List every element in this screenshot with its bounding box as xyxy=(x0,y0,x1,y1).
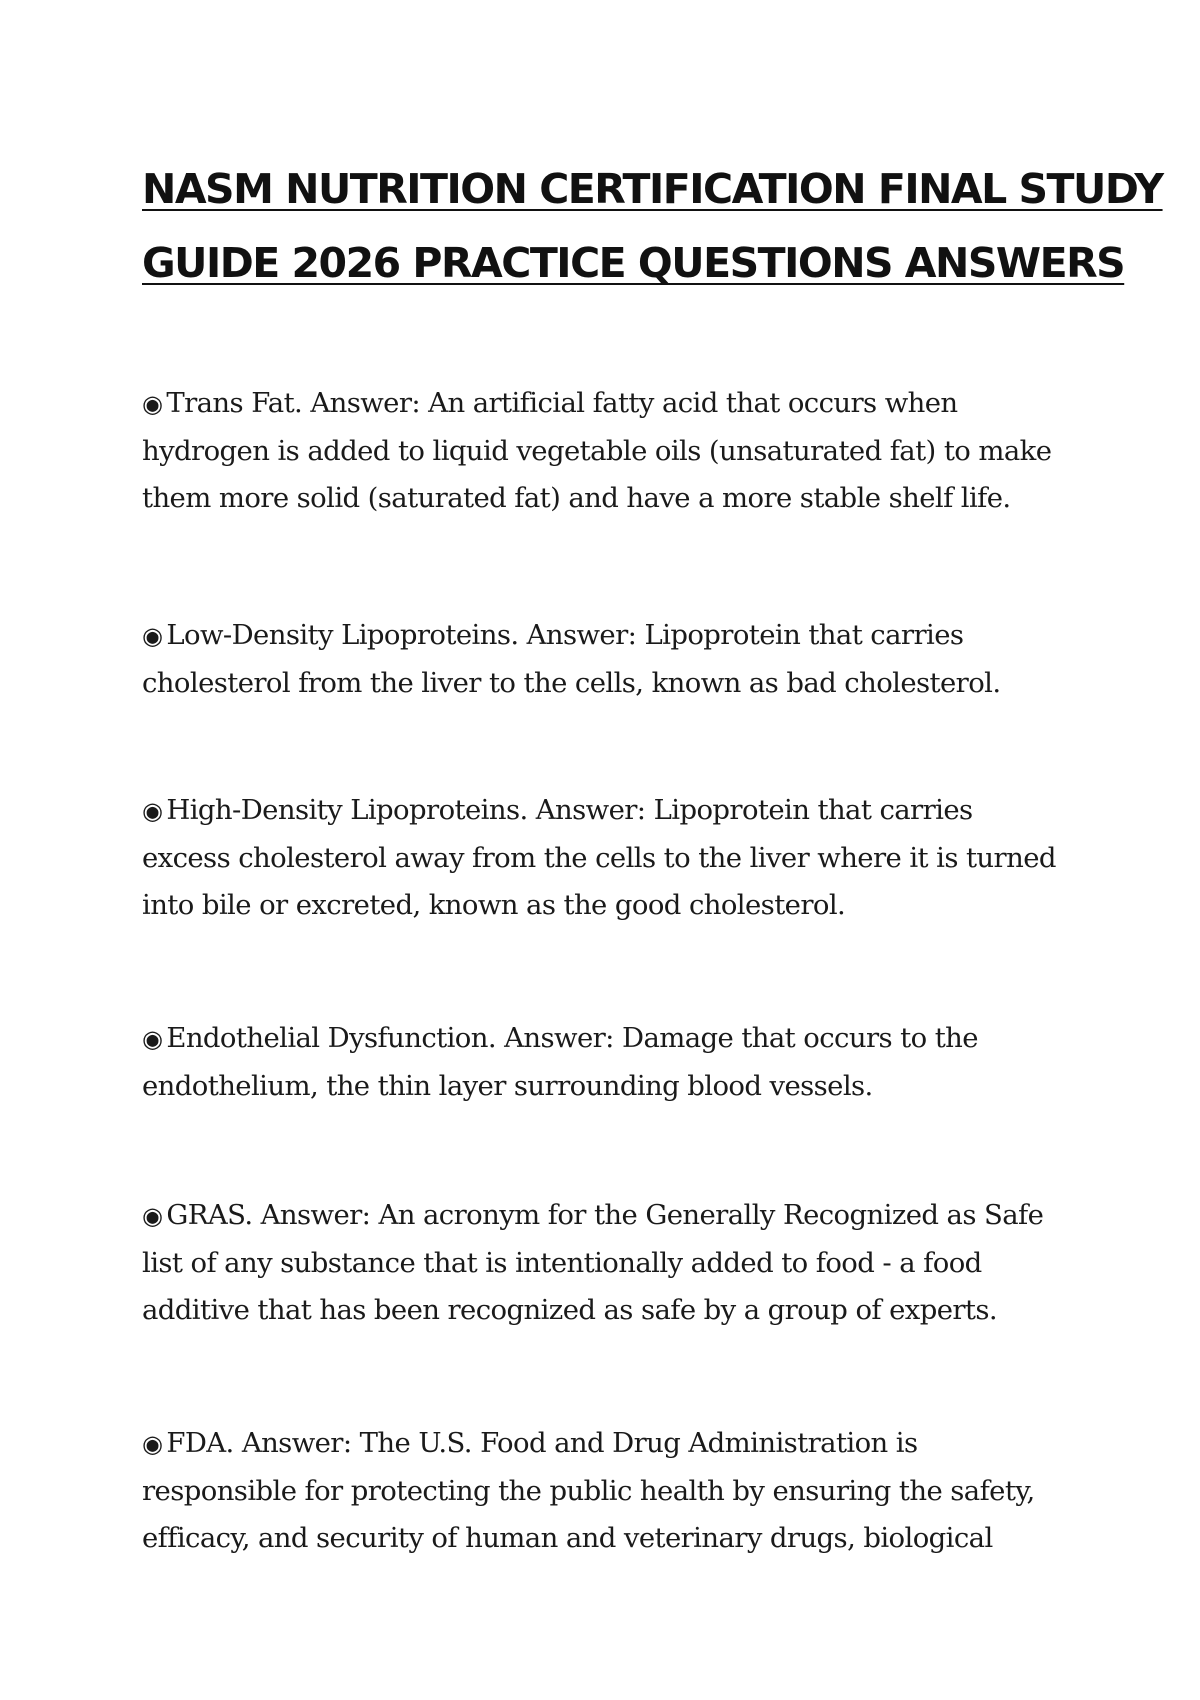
qa-entry-hdl: ◉ High-Density Lipoproteins. Answer: Lipoprotein that carries excess cholesterol away from the cells to the liver where it is turned into bile or excreted, known as the good cholesterol. xyxy=(142,794,1056,921)
bullet-icon: ◉ xyxy=(142,1202,163,1230)
bullet-icon: ◉ xyxy=(142,1430,163,1458)
bullet-icon: ◉ xyxy=(142,390,163,418)
qa-list xyxy=(142,380,1072,1652)
qa-entry-fda: ◉ FDA. Answer: The U.S. Food and Drug Administration is responsible for protecting the public health by ensuring the safety, efficacy, and security of human and veterinary drugs, biological xyxy=(142,1427,1035,1554)
bullet-icon: ◉ xyxy=(142,622,163,650)
title-line: GUIDE 2026 PRACTICE QUESTIONS ANSWERS xyxy=(142,239,1125,287)
bullet-icon: ◉ xyxy=(142,797,163,825)
qa-entry-endothelial-dysfunction: ◉ Endothelial Dysfunction. Answer: Damage that occurs to the endothelium, the thin layer surrounding blood vessels. xyxy=(142,1022,978,1102)
qa-entry-ldl: ◉ Low-Density Lipoproteins. Answer: Lipoprotein that carries cholesterol from the liver to the cells, known as bad cholesterol. xyxy=(142,619,1001,699)
qa-entry-trans-fat: ◉ Trans Fat. Answer: An artificial fatty acid that occurs when hydrogen is added to liquid vegetable oils (unsaturated fat) to make them more solid (saturated fat) and have a more stable shelf life. xyxy=(142,387,1052,514)
qa-entry-gras: ◉ GRAS. Answer: An acronym for the Generally Recognized as Safe list of any substance that is intentionally added to food - a food additive that has been recognized as safe by a group of experts. xyxy=(142,1199,1044,1326)
title-line: NASM NUTRITION CERTIFICATION FINAL STUDY xyxy=(142,165,1163,213)
bullet-icon: ◉ xyxy=(142,1025,163,1053)
page-title xyxy=(142,152,1163,300)
